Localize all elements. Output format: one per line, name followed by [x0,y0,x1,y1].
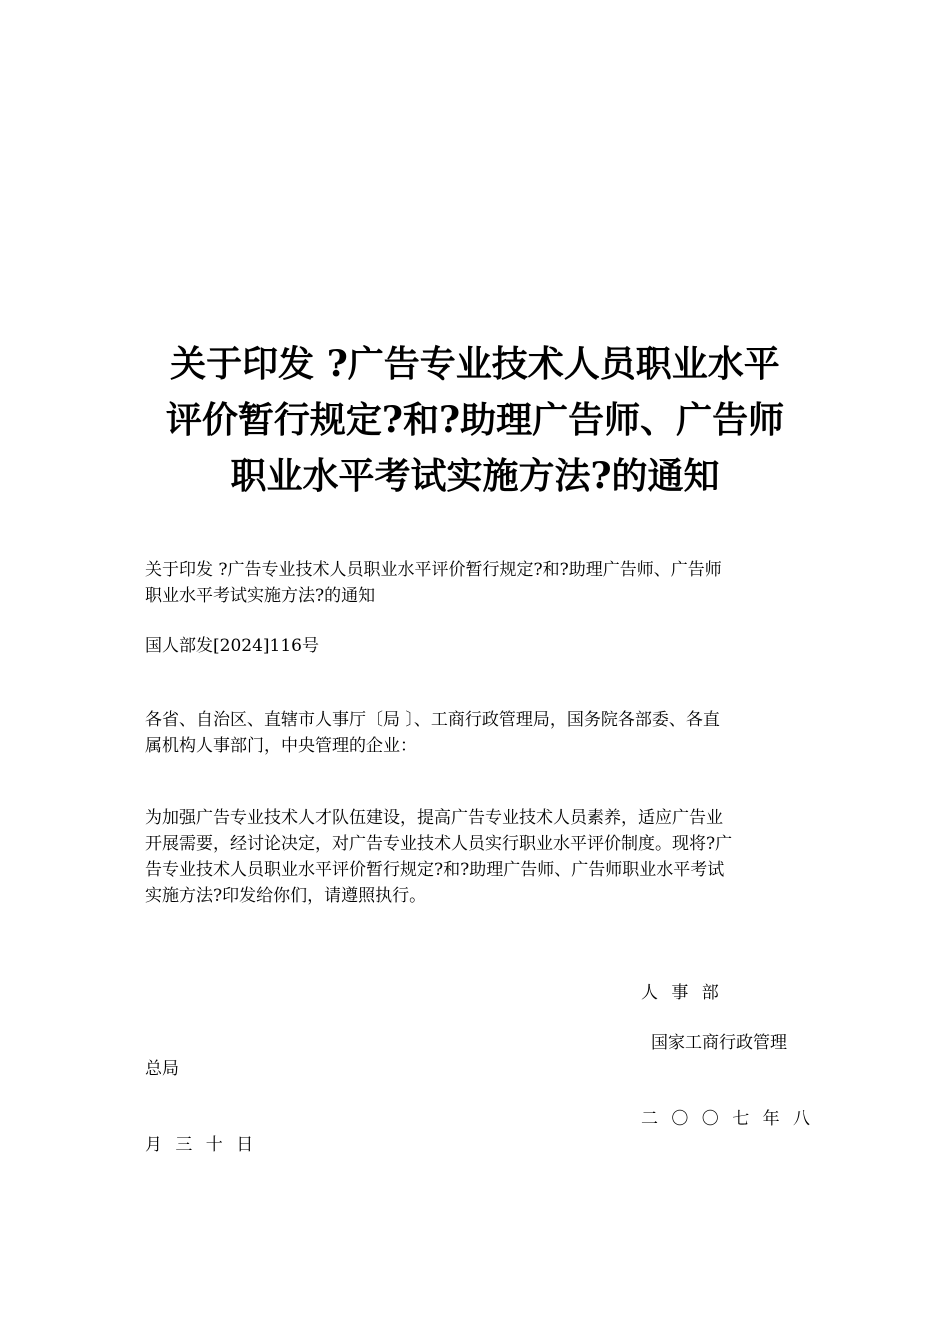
document-subtitle [145,557,807,609]
main-paragraph-line-1: 为加强广告专业技术人才队伍建设，提高广告专业技术人员素养，适应广告业 [145,808,723,828]
document-number [145,633,807,659]
document-title [140,336,810,504]
signature-date: 二 〇 〇 七 年 八 [641,1109,815,1129]
main-paragraph-line-3: 告专业技术人员职业水平评价暂行规定?和?助理广告师、广告师职业水平考试 [145,860,725,880]
signature-date-cont: 月 三 十 日 [145,1135,258,1155]
title-line-2: 评价暂行规定?和?助理广告师、广告师 [165,399,785,441]
title-line-1: 关于印发 ?广告专业技术人员职业水平 [170,343,780,385]
main-paragraph-line-2: 开展需要，经讨论决定，对广告专业技术人员实行职业水平评价制度。现将?广 [145,834,733,854]
title-line-3: 职业水平考试实施方法?的通知 [230,455,720,497]
addressees-line-1: 各省、自治区、直辖市人事厅〔局 〕、工商行政管理局，国务院各部委、各直 [145,710,720,730]
signature-org-personnel: 人 事 部 [641,983,723,1003]
signature-org-industry-commerce-cont: 总局 [145,1059,179,1079]
addressees-paragraph [145,707,807,759]
subtitle-line-1: 关于印发 ?广告专业技术人员职业水平评价暂行规定?和?助理广告师、广告师 [145,560,722,580]
document-number-text: 国人部发[2024]116号 [145,636,319,656]
main-paragraph-line-4: 实施方法?印发给你们，请遵照执行。 [145,886,427,906]
addressees-line-2: 属机构人事部门，中央管理的企业： [145,736,417,756]
main-paragraph [145,805,807,909]
subtitle-line-2: 职业水平考试实施方法?的通知 [145,586,376,606]
signature-org-industry-commerce: 国家工商行政管理 [651,1033,787,1053]
